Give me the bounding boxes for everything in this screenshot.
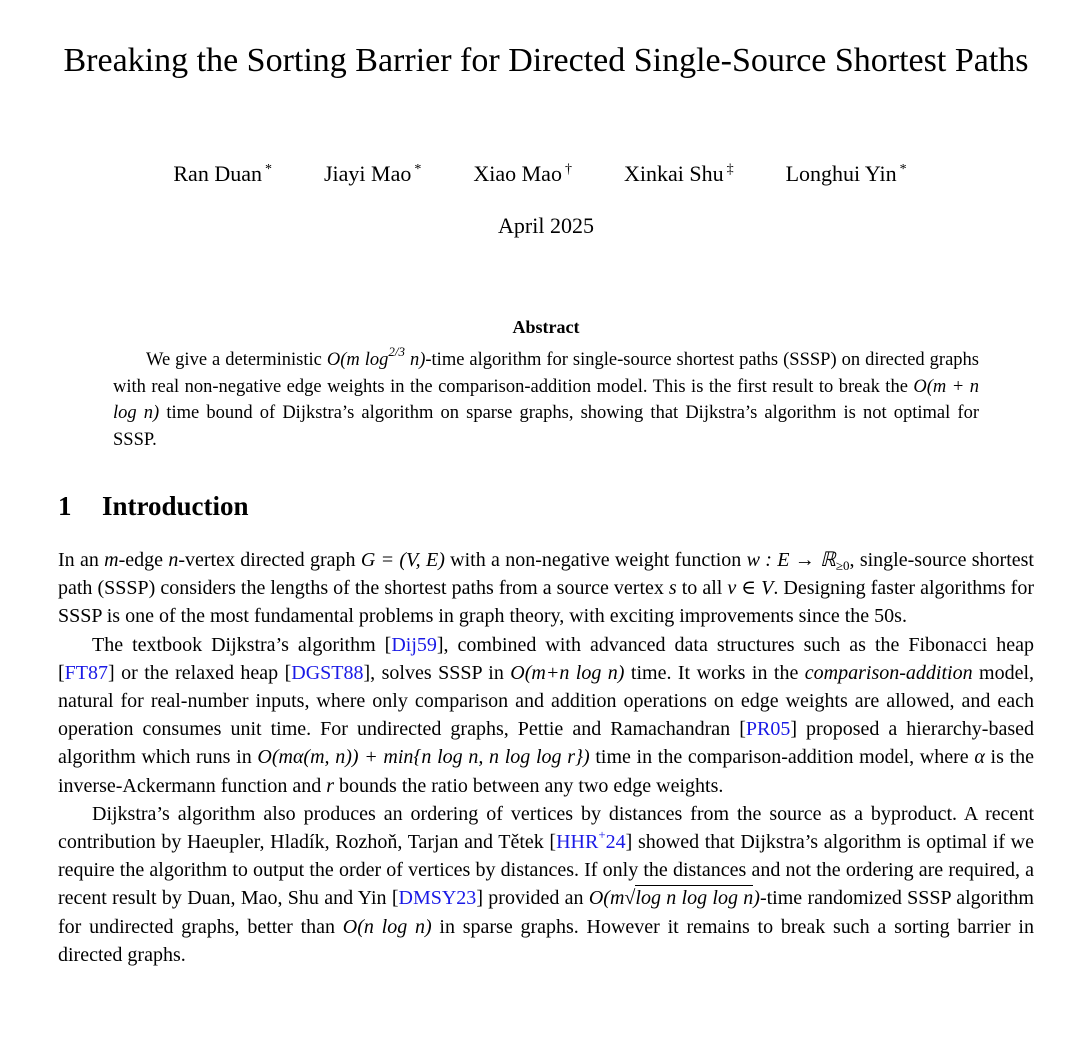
author-xinkai-shu: Xinkai Shu ‡ xyxy=(623,161,734,186)
abstract-text: We give a deterministic O(m $\log^{2/3}$ n)-time algorithm for single-source shortest paths (SSSP) on directed graphs with real non-negative edge weights in the comparison-addition model. This is the first result to break the O(m + n log n) time bound of Dijkstra’s algorithm on sparse graphs, showing that Dijkstra’s algorithm is not optimal for SSSP. xyxy=(113,344,979,450)
intro-paragraph-3: Dijkstra’s algorithm also produces an ordering of vertices by distances from the source as a byproduct. A recent contribution by Haeupler, Hladík, Rozhoň, Tarjan and Tětek [HHR+24] showed that Dijkstra’s algorithm is optimal if we require the algorithm to output the order of vertices by distances. If only the distances and not the ordering are required, a recent result by Duan, Mao, Shu and Yin [DMSY23] provided an O(m√log n log log n)-time randomized SSSP algorithm for undirected graphs, better than O(n log n) in sparse graphs. However it remains to break such a sorting barrier in directed graphs. xyxy=(58,802,1034,966)
citation-link-hhr24[interactable]: HHR+24 xyxy=(556,827,626,854)
citation-link-dmsy23[interactable]: DMSY23 xyxy=(398,887,477,910)
author-jiayi-mao: Jiayi Mao * xyxy=(323,161,422,186)
introduction-body xyxy=(58,546,1034,969)
section-heading-introduction: 1 Introduction xyxy=(58,491,249,521)
publication-date: April 2025 xyxy=(498,213,594,238)
author-list xyxy=(0,158,1080,190)
citation-link-dij59[interactable]: Dij59 xyxy=(391,633,437,656)
author-ran-duan: Ran Duan * xyxy=(173,161,272,186)
citation-link-pr05[interactable]: PR05 xyxy=(745,718,791,741)
intro-paragraph-2: The textbook Dijkstra’s algorithm [Dij59], combined with advanced data structures such as the Fibonacci heap [FT87] or the relaxed heap [DGST88], solves SSSP in O(m+n log n) time. It works in the comparison-addition model, natural for real-number inputs, where only comparison and addition operations on edge weights are allowed, and each operation consumes unit time. For undirected graphs, Pettie and Ramachandran [PR05] proposed a hierarchy-based algorithm which runs in O(mα(m, n)) + min{n log n, n log log r}) time in the comparison-addition model, where α is the inverse-Ackermann function and r bounds the ratio between any two edge weights. xyxy=(58,633,1035,797)
citation-link-dgst88[interactable]: DGST88 xyxy=(291,661,364,684)
author-longhui-yin: Longhui Yin * xyxy=(785,161,907,186)
abstract-heading: Abstract xyxy=(512,317,580,337)
intro-paragraph-1: In an m-edge n-vertex directed graph G = (V, E) with a non-negative weight function w : E → ℝ$_{\ge 0}$, single-source shortest path (SSSP) considers the lengths of the shortest paths from a source vertex s to all v ∈ V. Designing faster algorithms for SSSP is one of the most fundamental problems in graph theory, with exciting improvements since the 50s. xyxy=(58,549,1035,628)
author-xiao-mao: Xiao Mao † xyxy=(473,161,572,186)
sqrt-expression: log n log log n xyxy=(635,887,754,910)
citation-link-ft87[interactable]: FT87 xyxy=(64,661,109,684)
paper-title: Breaking the Sorting Barrier for Directed Single-Source Shortest Paths xyxy=(63,42,1029,79)
